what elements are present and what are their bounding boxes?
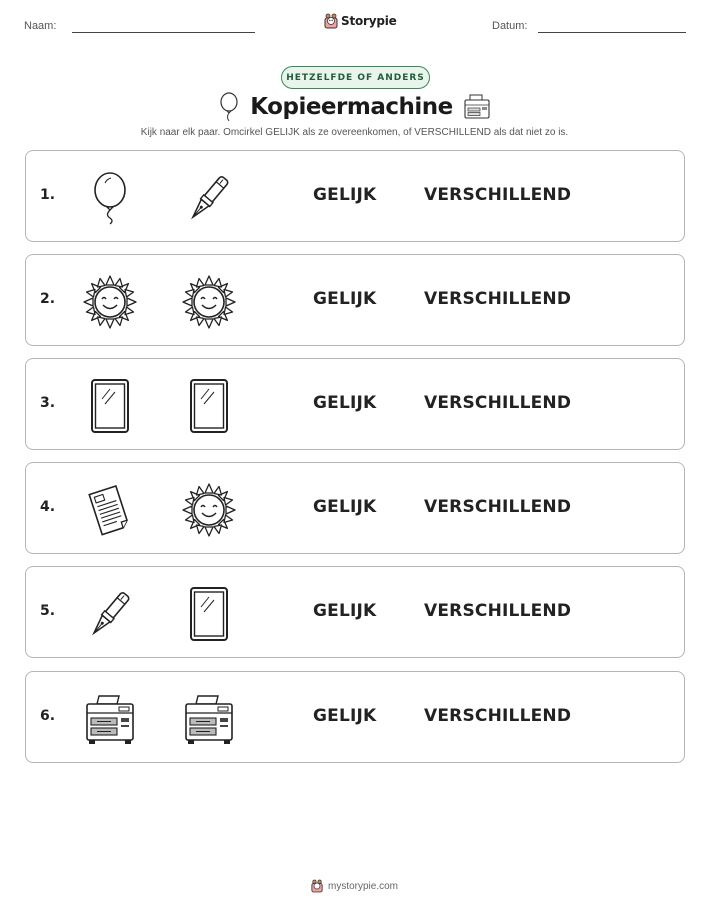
option-same[interactable]: GELIJK <box>313 289 377 309</box>
document-icon <box>82 483 138 537</box>
balloon-icon <box>82 171 138 225</box>
name-line <box>72 32 255 33</box>
question-row <box>25 566 685 658</box>
copier-icon <box>82 692 138 746</box>
fountain-pen-icon <box>82 587 138 641</box>
date-line <box>538 32 686 33</box>
option-different[interactable]: VERSCHILLEND <box>424 706 572 726</box>
sun-icon <box>181 275 237 329</box>
sun-icon <box>181 483 237 537</box>
row-number: 4. <box>40 499 56 515</box>
option-same[interactable]: GELIJK <box>313 393 377 413</box>
date-label: Datum: <box>492 20 528 32</box>
question-row <box>25 150 685 242</box>
tablet-icon <box>82 379 138 433</box>
title-row <box>0 92 709 122</box>
copier-icon <box>181 692 237 746</box>
option-same[interactable]: GELIJK <box>313 601 377 621</box>
option-different[interactable]: VERSCHILLEND <box>424 497 572 517</box>
brand-name: Storypie <box>341 14 397 28</box>
row-number: 3. <box>40 395 56 411</box>
row-number: 5. <box>40 603 56 619</box>
brand-logo <box>324 13 397 29</box>
sun-icon <box>82 275 138 329</box>
option-same[interactable]: GELIJK <box>313 706 377 726</box>
tablet-icon <box>181 587 237 641</box>
row-number: 6. <box>40 708 56 724</box>
footer-url: mystorypie.com <box>327 880 398 892</box>
balloon-icon <box>218 92 240 122</box>
row-number: 2. <box>40 291 56 307</box>
question-row <box>25 254 685 346</box>
option-different[interactable]: VERSCHILLEND <box>424 393 572 413</box>
footer <box>0 879 709 893</box>
fountain-pen-icon <box>181 171 237 225</box>
question-row <box>25 358 685 450</box>
option-same[interactable]: GELIJK <box>313 497 377 517</box>
question-row <box>25 462 685 554</box>
instructions: Kijk naar elk paar. Omcirkel GELIJK als ze overeenkomen, of VERSCHILLEND als dat niet zo is. <box>140 127 569 138</box>
option-different[interactable]: VERSCHILLEND <box>424 601 572 621</box>
option-different[interactable]: VERSCHILLEND <box>424 289 572 309</box>
category-tag: HETZELFDE OF ANDERS <box>281 66 430 89</box>
option-different[interactable]: VERSCHILLEND <box>424 185 572 205</box>
page-title: Kopieermachine <box>250 94 453 120</box>
mascot-icon <box>311 879 323 893</box>
option-same[interactable]: GELIJK <box>313 185 377 205</box>
tablet-icon <box>181 379 237 433</box>
question-row <box>25 671 685 763</box>
copier-icon <box>463 94 491 120</box>
row-number: 1. <box>40 187 56 203</box>
mascot-icon <box>324 13 338 29</box>
name-label: Naam: <box>24 20 57 32</box>
